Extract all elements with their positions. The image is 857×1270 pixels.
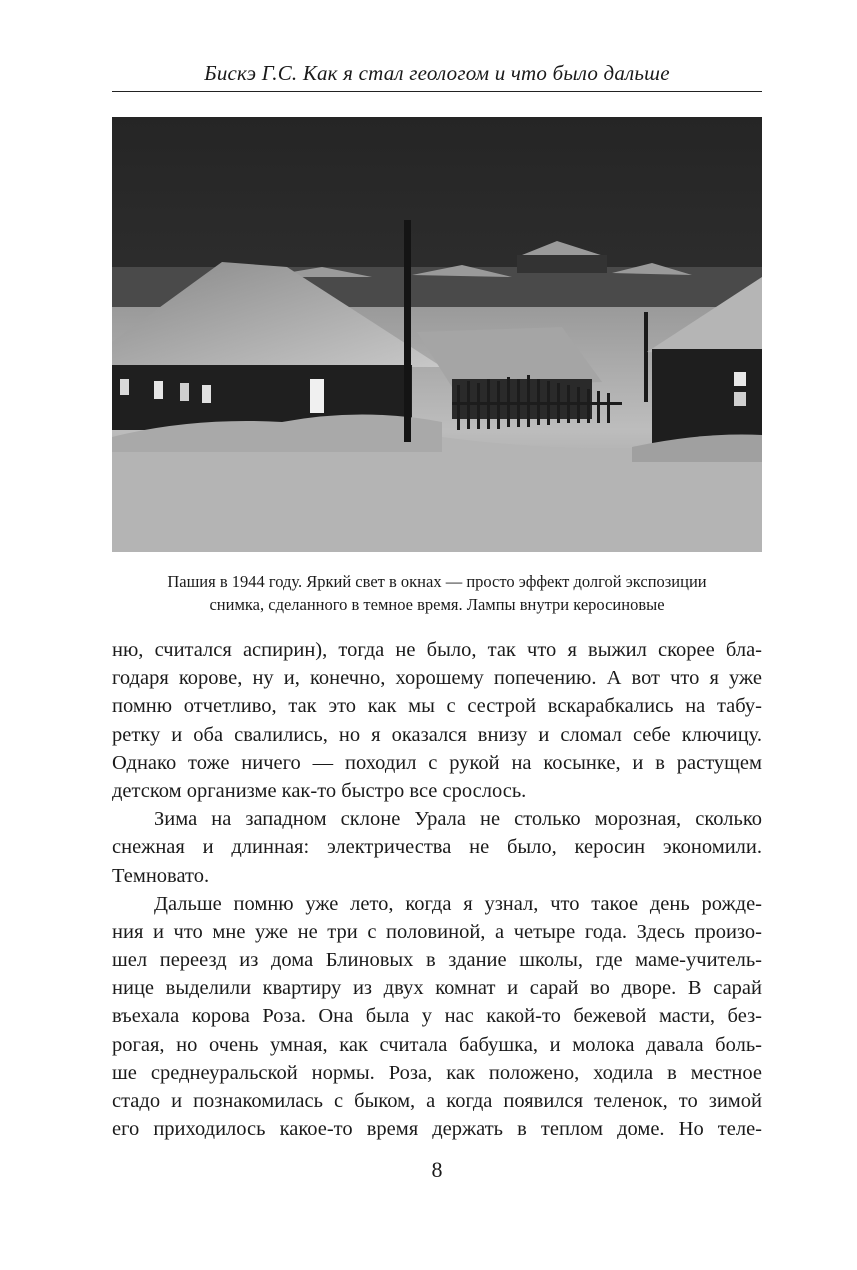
paragraph xyxy=(112,890,762,1144)
photo-winter-village xyxy=(112,117,762,552)
text-line: въехала корова Роза. Она была у нас какой-то бежевой масти, без- xyxy=(112,1005,762,1028)
lit-window xyxy=(120,379,129,395)
utility-pole xyxy=(404,220,411,442)
caption-line: снимка, сделанного в темное время. Лампы внутри керосиновые xyxy=(209,595,665,614)
text-line: шел переезд из дома Блиновых в здание школы, где маме-учитель- xyxy=(112,949,762,972)
running-head: Бискэ Г.С. Как я стал геологом и что было дальше xyxy=(204,61,670,85)
text-line: ню, считался аспирин), тогда не было, так что я выжил скорее бла- xyxy=(112,639,762,661)
lit-window xyxy=(734,372,746,386)
text-line: Темновато. xyxy=(112,864,210,887)
distant-building xyxy=(517,255,607,273)
text-line: стадо и познакомилась с быком, а когда появился теленок, то зимой xyxy=(112,1090,762,1112)
text-line: ретку и оба свалились, но я оказался внизу и сломал себе ключицу. xyxy=(112,723,762,746)
paragraph xyxy=(112,805,762,890)
lit-window xyxy=(310,379,324,413)
page-number: 8 xyxy=(431,1157,443,1182)
lit-window xyxy=(202,385,211,403)
thin-pole xyxy=(644,312,648,402)
text-line: ния и что мне уже не три с половиной, а четыре года. Здесь произо- xyxy=(112,920,762,943)
text-line: нице выделили квартиру из двух комнат и сарай во дворе. В сарай xyxy=(112,977,762,1000)
text-line: Зима на западном склоне Урала не столько морозная, сколько xyxy=(154,808,762,831)
lit-window xyxy=(154,381,163,399)
text-line: детском организме как-то быстро все срослось. xyxy=(112,779,527,802)
photo-illustration xyxy=(112,117,762,552)
text-line: годаря корове, ну и, конечно, хорошему попечению. А вот что я уже xyxy=(112,667,762,690)
text-line: снежная и длинная: электричества не было, керосин экономили. xyxy=(112,836,762,859)
header-rule xyxy=(112,91,762,92)
text-line: ше среднеуральской нормы. Роза, как положено, ходила в местное xyxy=(112,1061,762,1084)
lit-window xyxy=(180,383,189,401)
text-line: его приходилось какое-то время держать в теплом доме. Но теле- xyxy=(112,1118,762,1141)
body-text xyxy=(112,636,762,1143)
caption-line: Пашия в 1944 году. Яркий свет в окнах — просто эффект долгой экспозиции xyxy=(167,572,707,591)
photo-caption xyxy=(112,570,762,616)
center-shed-wall xyxy=(452,379,592,419)
text-line: помню отчетливо, так это как мы с сестрой вскарабкались на табу- xyxy=(112,695,762,718)
paragraph xyxy=(112,636,762,805)
lit-window xyxy=(734,392,746,406)
text-line: Дальше помню уже лето, когда я узнал, что такое день рожде- xyxy=(154,892,762,915)
text-line: рогая, но очень умная, как считала бабушка, и молока давала боль- xyxy=(112,1033,762,1056)
text-line: Однако тоже ничего — походил с рукой на косынке, и в растущем xyxy=(112,751,762,774)
